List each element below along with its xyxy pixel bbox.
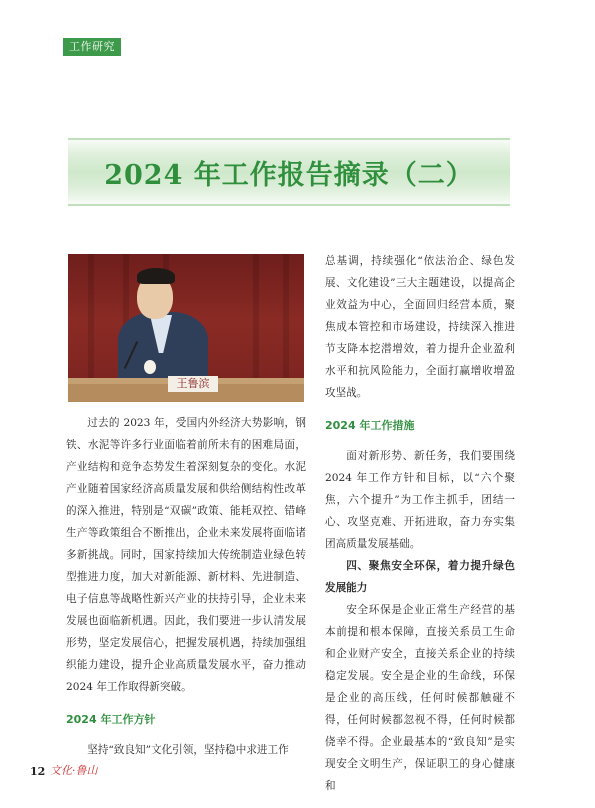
right-column xyxy=(325,250,515,797)
right-paragraph-3: 安全环保是企业正常生产经营的基本前提和根本保障，直接关系员工生命和企业财产安全，直接关系企业的持续稳定发展。安全是企业的生命线，环保是企业的高压线，任何时候都触碰不得，任何时候都忽视不得，任何时候都侥幸不得。企业最基本的“致良知”是实现安全文明生产，保证职工的身心健康和 xyxy=(325,604,515,792)
right-paragraph-2: 面对新形势、新任务，我们要围绕 2024 年工作方针和目标，以“六个聚焦，六个提升”为工作主抓手，团结一心、攻坚克难、开拓进取，奋力夯实集团高质量发展基础。 xyxy=(325,450,515,550)
magazine-logo: 文化·鲁山 xyxy=(50,764,98,777)
nameplate: 王鲁滨 xyxy=(168,376,218,392)
right-subheading: 四、聚焦安全环保，着力提升绿色发展能力 xyxy=(325,560,515,594)
title-band xyxy=(68,136,510,208)
left-paragraph-2: 坚持“致良知”文化引领，坚持稳中求进工作 xyxy=(87,744,289,756)
right-heading: 2024 年工作措施 xyxy=(325,419,415,432)
title-band-top-edge xyxy=(68,138,510,140)
left-paragraph-1: 过去的 2023 年，受国内外经济大势影响，钢铁、水泥等许多行业面临着前所未有的困难局面，产业结构和竞争态势发生着深刻复杂的变化。水泥产业随着国家经济高质量发展和供给侧结构性改革的深入推进，特别是“双碳”政策、能耗双控、错峰生产等政策组合不断推出，企业未来发展将面临诸多新挑战。同时，国家持续加大传统制造业绿色转型推进力度，加大对新能源、新材料、先进制造、电子信息等战略性新兴产业的扶持引导，企业未来发展也面临新机遇。因此，我们要进一步认清发展形势，坚定发展信心，把握发展机遇，持续加强组织能力建设，提升企业高质量发展水平，奋力推动 2024 年工作取得新突破。 xyxy=(66,417,306,693)
page-title: 2024 年工作报告摘录（二） xyxy=(104,160,474,191)
left-heading: 2024 年工作方针 xyxy=(66,713,156,726)
speaker-hair xyxy=(137,268,175,284)
left-column xyxy=(66,412,306,761)
title-band-bottom-edge xyxy=(68,204,510,206)
right-paragraph-1: 总基调，持续强化“依法治企、绿色发展、文化建设”三大主题建设，以提高企业效益为中心，全面回归经营本质，聚焦成本管控和市场建设，持续深入推进节支降本挖潜增效，着力提升企业盈利水平和抗风险能力，全面打赢增收增盈攻坚战。 xyxy=(325,255,515,399)
section-tag: 工作研究 xyxy=(63,38,121,56)
page-number: 12 xyxy=(30,765,46,778)
microphone xyxy=(144,360,156,374)
